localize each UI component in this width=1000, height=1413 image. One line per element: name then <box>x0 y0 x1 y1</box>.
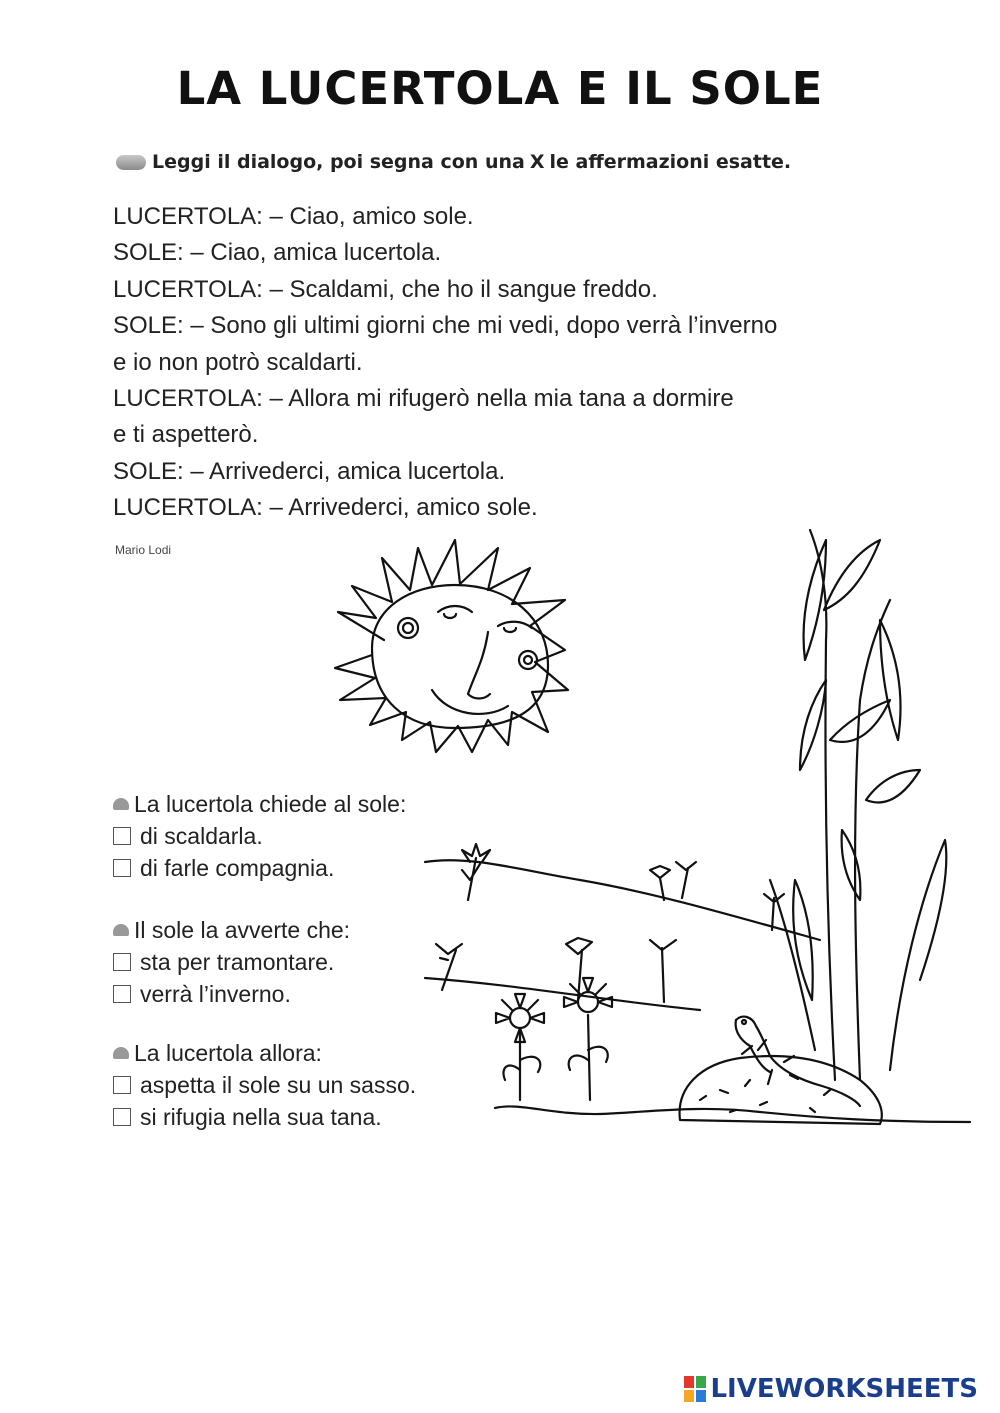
option-label: aspetta il sole su un sasso. <box>140 1071 417 1098</box>
option-checkbox[interactable] <box>113 859 131 877</box>
option-item[interactable] <box>113 946 350 978</box>
dialog-line: SOLE: – Arrivederci, amica lucertola. <box>113 457 506 485</box>
option-label: verrà l’inverno. <box>140 980 291 1007</box>
option-item[interactable] <box>113 852 406 884</box>
option-label: di scaldarla. <box>140 822 263 849</box>
dialog-line: LUCERTOLA: – Allora mi rifugerò nella mia tana a dormire <box>113 384 734 412</box>
option-item[interactable] <box>113 820 406 852</box>
option-checkbox[interactable] <box>113 1108 131 1126</box>
lizard-icon <box>736 1017 860 1106</box>
dialog-line: LUCERTOLA: – Ciao, amico sole. <box>113 203 474 230</box>
dialog-line: SOLE: – Ciao, amica lucertola. <box>113 239 442 267</box>
flower-icon <box>436 844 784 1100</box>
question-text: La lucertola allora: <box>134 1039 322 1066</box>
hill-line <box>425 860 820 940</box>
option-checkbox[interactable] <box>113 953 131 971</box>
dialog-line: e io non potrò scaldarti. <box>113 348 363 376</box>
reeds-icon <box>770 530 946 1080</box>
option-checkbox[interactable] <box>113 827 131 845</box>
option-item[interactable] <box>113 1069 416 1101</box>
author-credit: Mario Lodi <box>115 543 172 557</box>
instruction-text: Leggi il dialogo, poi segna con una <box>152 151 525 173</box>
question-bullet-icon <box>113 798 129 810</box>
sun-icon <box>335 540 568 752</box>
dialog-line: LUCERTOLA: – Scaldami, che ho il sangue freddo. <box>113 275 658 303</box>
question-3 <box>113 1037 416 1133</box>
question-prompt <box>113 788 406 820</box>
question-prompt <box>113 1037 416 1069</box>
liveworksheets-logo-icon <box>684 1376 706 1402</box>
x-mark: X <box>529 151 545 173</box>
option-item[interactable] <box>113 1101 416 1133</box>
dialog-line: e ti aspetterò. <box>113 421 259 449</box>
option-item[interactable] <box>113 978 350 1010</box>
question-2 <box>113 914 350 1010</box>
option-checkbox[interactable] <box>113 1076 131 1094</box>
option-label: si rifugia nella sua tana. <box>140 1103 382 1130</box>
liveworksheets-brand <box>684 1374 978 1404</box>
question-1 <box>113 788 406 884</box>
question-text: Il sole la avverte che: <box>134 916 351 943</box>
question-bullet-icon <box>113 924 129 936</box>
question-bullet-icon <box>113 1047 129 1059</box>
question-prompt <box>113 914 350 946</box>
page-title: LA LUCERTOLA E IL SOLE <box>176 62 824 115</box>
dialog-line: SOLE: – Sono gli ultimi giorni che mi vedi, dopo verrà l’inverno <box>113 312 778 340</box>
option-label: sta per tramontare. <box>140 948 335 975</box>
option-checkbox[interactable] <box>113 985 131 1003</box>
instruction-text-end: le affermazioni esatte. <box>549 151 792 173</box>
dialog-line: LUCERTOLA: – Arrivederci, amico sole. <box>113 494 538 522</box>
brand-name: LIVEWORKSHEETS <box>710 1374 978 1404</box>
question-text: La lucertola chiede al sole: <box>134 790 407 817</box>
option-label: di farle compagnia. <box>140 854 335 881</box>
